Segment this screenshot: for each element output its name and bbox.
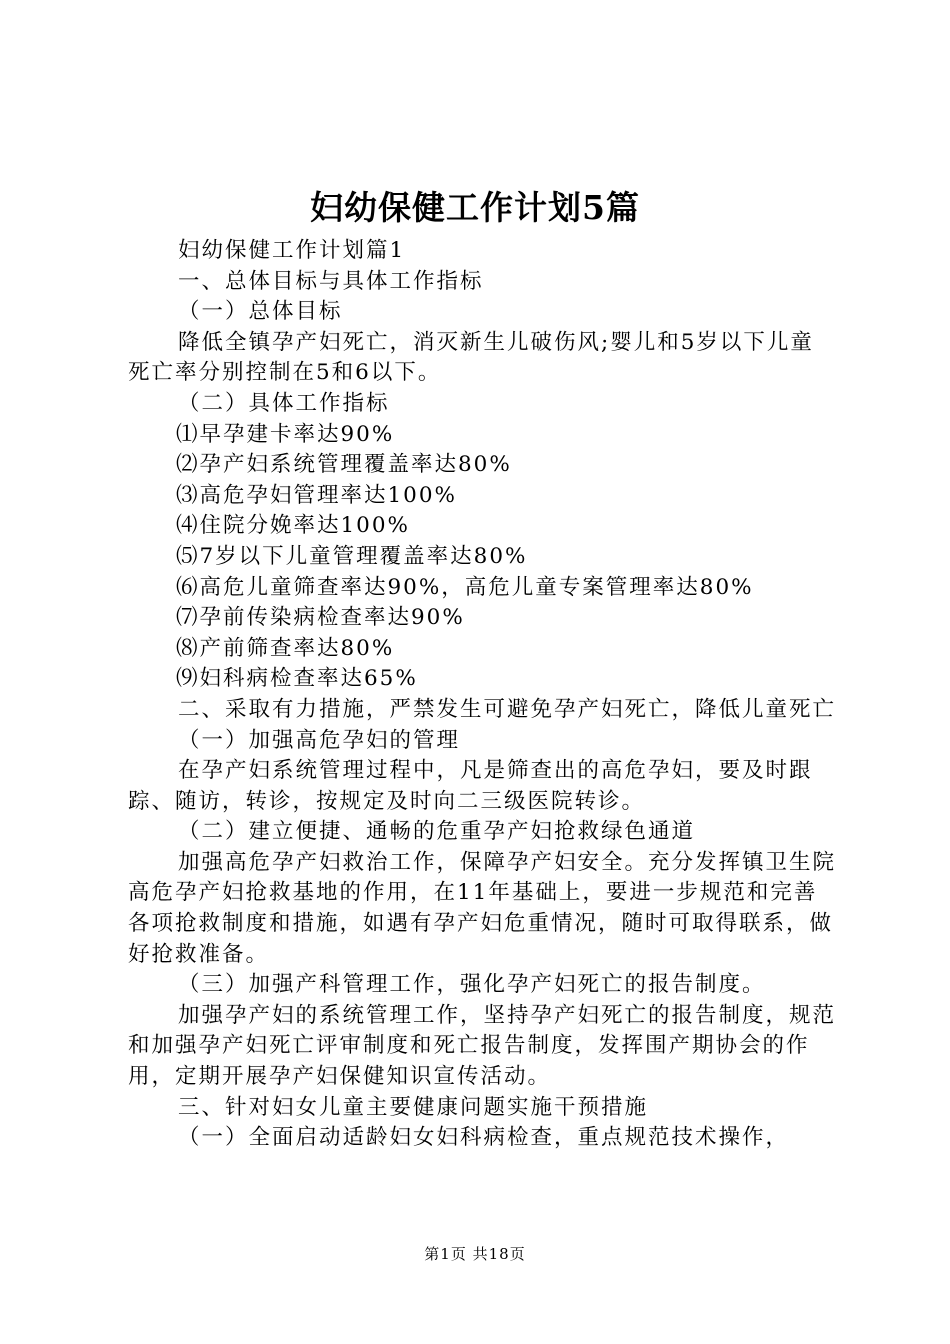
subsection-heading: （三）加强产科管理工作，强化孕产妇死亡的报告制度。 xyxy=(178,972,766,998)
subsection-heading: （二）具体工作指标 xyxy=(178,390,390,416)
list-item: ⑼妇科病检查率达65% xyxy=(176,666,418,692)
paragraph: 妇幼保健工作计划篇1 xyxy=(178,238,406,263)
subsection-heading: （一）全面启动适龄妇女妇科病检查，重点规范技术操作， xyxy=(178,1125,790,1151)
section-heading: 一、总体目标与具体工作指标 xyxy=(178,268,484,294)
list-item: ⑵孕产妇系统管理覆盖率达80% xyxy=(176,452,512,478)
list-item: ⑹高危儿童筛查率达90%，高危儿童专案管理率达80% xyxy=(176,574,754,600)
subsection-heading: （一）总体目标 xyxy=(178,299,343,325)
list-item: ⑻产前筛查率达80% xyxy=(176,635,395,661)
list-item: ⑸7岁以下儿童管理覆盖率达80% xyxy=(176,543,528,569)
paragraph: 在孕产妇系统管理过程中，凡是筛查出的高危孕妇，要及时跟踪、随访，转诊，按规定及时向二三级医院转诊。 xyxy=(128,758,813,814)
list-item: ⑺孕前传染病检查率达90% xyxy=(176,605,465,631)
subsection-heading: （一）加强高危孕妇的管理 xyxy=(178,727,461,753)
paragraph: 降低全镇孕产妇死亡，消灭新生儿破伤风;婴儿和5岁以下儿童死亡率分别控制在5和6以下。 xyxy=(128,329,814,386)
document-body xyxy=(128,236,836,1154)
list-item: ⑴早孕建卡率达90% xyxy=(176,421,395,447)
section-heading: 三、针对妇女儿童主要健康问题实施干预措施 xyxy=(178,1094,649,1120)
paragraph: 加强孕产妇的系统管理工作，坚持孕产妇死亡的报告制度，规范和加强孕产妇死亡评审制度和死亡报告制度，发挥围产期协会的作用，定期开展孕产妇保健知识宣传活动。 xyxy=(128,1002,837,1090)
list-item: ⑶高危孕妇管理率达100% xyxy=(176,482,457,508)
page-number-footer: 第1页 共18页 xyxy=(424,1245,526,1263)
document-title: 妇幼保健工作计划5篇 xyxy=(310,188,640,227)
list-item: ⑷住院分娩率达100% xyxy=(176,513,410,539)
section-heading: 二、采取有力措施，严禁发生可避免孕产妇死亡，降低儿童死亡 xyxy=(178,696,837,722)
paragraph: 加强高危孕产妇救治工作，保障孕产妇安全。充分发挥镇卫生院高危孕产妇抢救基地的作用，在11年基础上，要进一步规范和完善各项抢救制度和措施，如遇有孕产妇危重情况，随时可取得联系，做好抢救准备。 xyxy=(128,849,837,967)
subsection-heading: （二）建立便捷、通畅的危重孕产妇抢救绿色通道 xyxy=(178,819,696,845)
